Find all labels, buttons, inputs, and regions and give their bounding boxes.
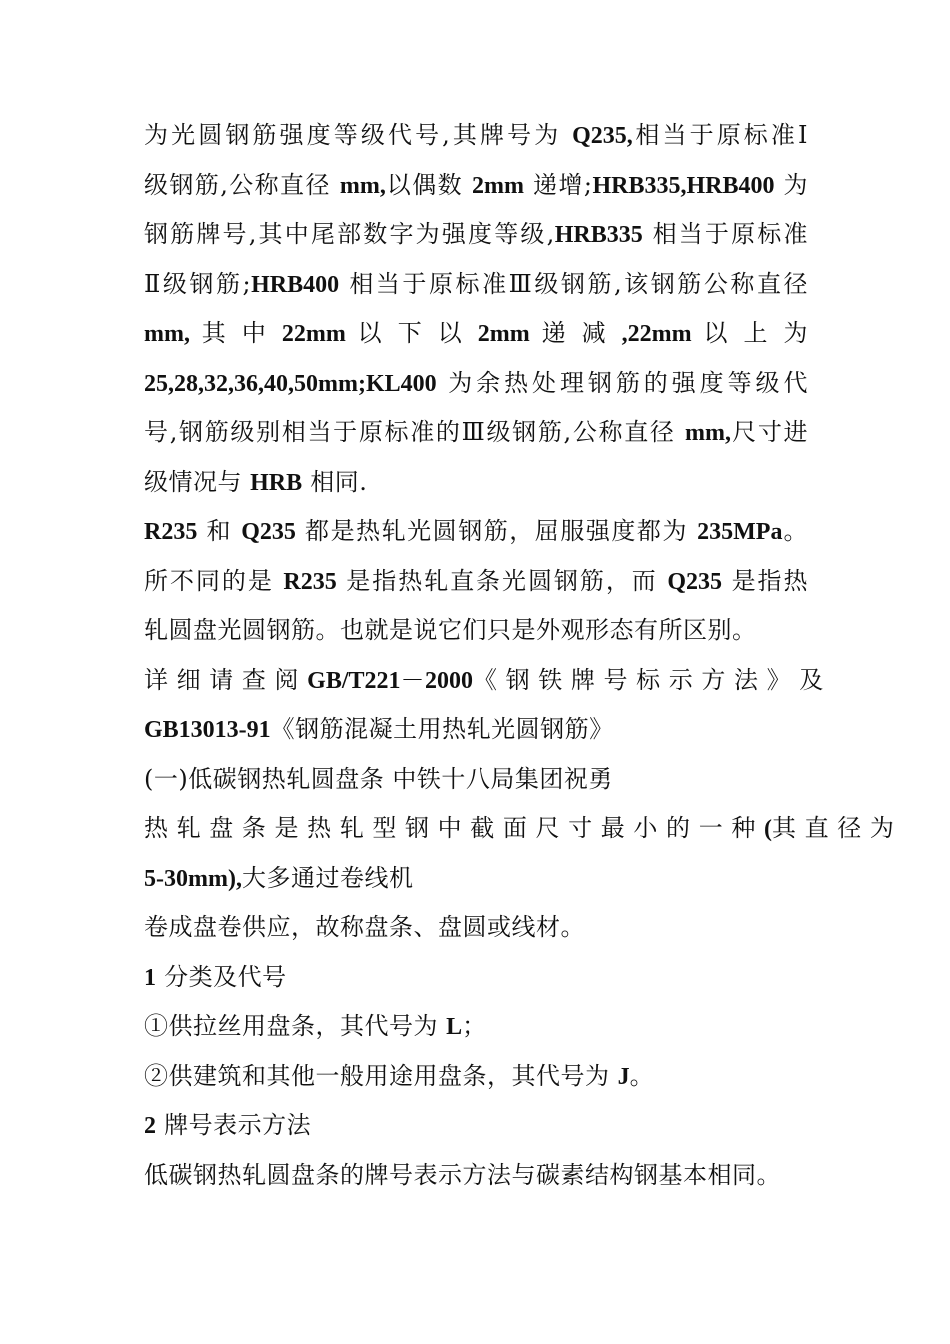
text-segment: 级情况与 xyxy=(144,467,251,496)
text-line xyxy=(144,804,895,854)
text-segment: 以 上 为 xyxy=(691,319,809,347)
text-line xyxy=(144,309,808,359)
text-segment: 《 钢 铁 牌 号 标 示 方 法 》 及 xyxy=(473,665,824,694)
text-segment: 热 轧 盘 条 是 热 轧 型 钢 中 截 面 尺 寸 最 小 的 一 种 xyxy=(144,814,764,842)
text-segment: 牌号表示方法 xyxy=(156,1111,312,1139)
text-segment: 为余热处理钢筋的强度等级代 xyxy=(436,368,808,397)
text-line xyxy=(144,359,808,409)
bold-text-segment: ( xyxy=(763,816,772,842)
text-segment: 。 xyxy=(629,1061,655,1090)
text-segment: 递 减 xyxy=(529,319,622,347)
bold-text-segment: mm, xyxy=(144,321,190,347)
bold-text-segment: 2mm xyxy=(472,172,525,199)
text-line xyxy=(144,903,808,953)
text-segment: 相当于原标准Ⅲ级钢筋,该钢筋公称直径 xyxy=(339,269,809,298)
bold-text-segment: 1 xyxy=(144,964,156,991)
bold-text-segment: 2mm xyxy=(477,321,530,347)
text-line xyxy=(144,260,808,310)
bold-text-segment: Q235, xyxy=(572,123,633,149)
bold-text-segment: 25,28,32,36,40,50mm;KL400 xyxy=(144,370,437,397)
text-segment: 都是热轧光圆钢筋，屈服强度都为 xyxy=(295,517,698,545)
bold-text-segment: mm, xyxy=(339,172,386,199)
bold-text-segment: 22mm xyxy=(281,321,346,347)
text-line xyxy=(144,161,808,211)
bold-text-segment: 2000 xyxy=(425,667,474,694)
text-segment: － xyxy=(400,665,426,694)
text-segment: 号,钢筋级别相当于原标准的Ⅲ级钢筋,公称直径 xyxy=(144,418,685,446)
text-segment: 为光圆钢筋强度等级代号,其牌号为 xyxy=(144,121,573,149)
text-segment: 大多通过卷线机 xyxy=(241,863,414,892)
bold-text-segment: GB13013-91 xyxy=(144,717,271,743)
text-segment: 是指热 xyxy=(722,566,808,595)
text-segment: 所不同的是 xyxy=(144,566,284,595)
text-line xyxy=(144,408,808,458)
text-segment: 是指热轧直条光圆钢筋，而 xyxy=(336,566,668,595)
text-segment: 为 xyxy=(774,170,809,199)
text-line xyxy=(144,1052,808,1102)
text-segment: ①供拉丝用盘条，其代号为 xyxy=(144,1012,447,1040)
bold-text-segment: HRB335,HRB400 xyxy=(592,172,775,199)
bold-text-segment: GB/T221 xyxy=(307,667,401,694)
bold-text-segment: Q235 xyxy=(667,568,722,595)
bold-text-segment: HRB400 xyxy=(251,271,340,298)
text-segment: 钢筋牌号,其中尾部数字为强度等级, xyxy=(144,220,555,248)
text-line xyxy=(144,953,808,1003)
bold-text-segment: J xyxy=(617,1063,630,1090)
bold-text-segment: 235MPa xyxy=(697,519,783,545)
text-segment: 以 下 以 xyxy=(345,319,478,347)
text-segment: 其 直 径 为 xyxy=(771,814,895,842)
text-segment: ②供建筑和其他一般用途用盘条，其代号为 xyxy=(144,1061,618,1090)
text-segment: 其 中 xyxy=(189,319,282,347)
bold-text-segment: mm, xyxy=(684,420,731,446)
text-segment: 《钢筋混凝土用热轧光圆钢筋》 xyxy=(270,715,614,743)
text-segment: 以偶数 xyxy=(385,170,473,199)
bold-text-segment: L xyxy=(446,1014,463,1040)
text-segment: 。 xyxy=(782,517,808,545)
bold-text-segment: Q235 xyxy=(241,519,296,545)
text-segment: 尺寸进 xyxy=(730,418,809,446)
bold-text-segment: R235 xyxy=(283,568,337,595)
text-line xyxy=(144,1002,808,1052)
text-segment: 和 xyxy=(197,517,242,545)
text-segment: 递增; xyxy=(524,170,593,199)
text-segment: 详 细 请 查 阅 xyxy=(144,665,308,694)
text-line xyxy=(144,1101,808,1151)
bold-text-segment: ,22mm xyxy=(621,321,692,347)
text-segment: ； xyxy=(462,1012,487,1040)
text-segment: 轧圆盘光圆钢筋。也就是说它们只是外观形态有所区别。 xyxy=(144,616,757,644)
text-line xyxy=(144,656,824,706)
text-line xyxy=(144,507,808,557)
text-segment: Ⅱ级钢筋; xyxy=(144,269,252,298)
text-line xyxy=(144,705,808,755)
text-segment: (一)低碳钢热轧圆盘条 中铁十八局集团祝勇 xyxy=(144,764,613,793)
text-line xyxy=(144,210,808,260)
text-line xyxy=(144,606,808,656)
bold-text-segment: R235 xyxy=(144,519,198,545)
bold-text-segment: 5-30mm), xyxy=(144,865,242,892)
text-segment: 相当于原标准Ⅰ xyxy=(632,121,808,149)
text-line xyxy=(144,557,808,607)
bold-text-segment: HRB xyxy=(250,469,303,496)
text-segment: 相同. xyxy=(302,467,368,496)
document-body xyxy=(144,111,895,1200)
text-segment: 级钢筋,公称直径 xyxy=(144,170,340,199)
bold-text-segment: HRB335 xyxy=(554,222,643,248)
bold-text-segment: 2 xyxy=(144,1113,156,1139)
text-segment: 低碳钢热轧圆盘条的牌号表示方法与碳素结构钢基本相同。 xyxy=(144,1160,781,1189)
text-segment: 卷成盘卷供应，故称盘条、盘圆或线材。 xyxy=(144,913,585,941)
text-line xyxy=(144,755,808,805)
text-line xyxy=(144,854,808,904)
text-segment: 相当于原标准 xyxy=(642,220,808,248)
text-line xyxy=(144,458,808,508)
text-line xyxy=(144,111,808,161)
text-line xyxy=(144,1151,808,1201)
text-segment: 分类及代号 xyxy=(156,962,287,991)
